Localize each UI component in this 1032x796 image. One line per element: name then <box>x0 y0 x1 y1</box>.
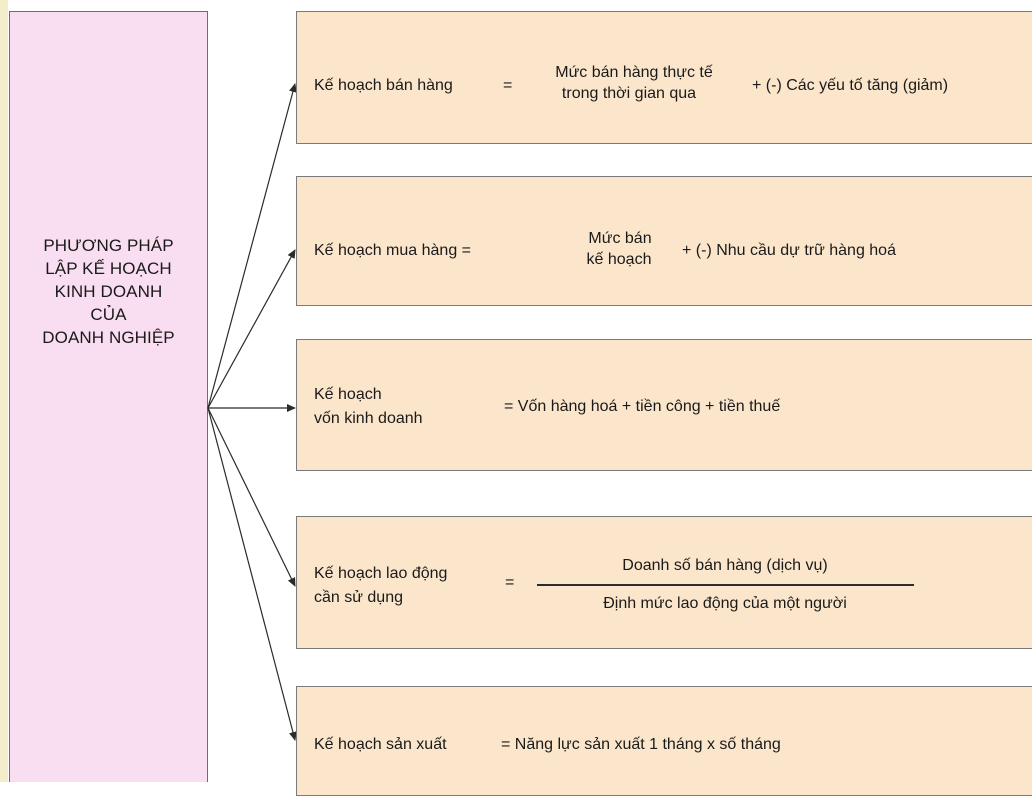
sales-plan-adjustment: + (-) Các yếu tố tăng (giảm) <box>752 77 949 94</box>
arrow-to-purchase-plan <box>208 250 295 408</box>
method-title-line: KINH DOANH <box>54 282 163 301</box>
labor-plan-label-line2: cần sử dụng <box>314 589 403 606</box>
arrow-to-production-plan <box>208 408 295 740</box>
sales-plan-equals: = <box>503 77 513 94</box>
sales-plan-actual-sales-line1: Mức bán hàng thực tế <box>555 64 713 81</box>
capital-plan-formula: = Vốn hàng hoá + tiền công + tiền thuế <box>504 398 781 415</box>
method-title-line: CỦA <box>90 305 127 324</box>
labor-plan-denominator: Định mức lao động của một người <box>603 595 847 612</box>
purchase-plan-label: Kế hoạch mua hàng = <box>314 242 472 259</box>
capital-plan-label-line1: Kế hoạch <box>314 386 382 403</box>
method-title-line: DOANH NGHIỆP <box>42 328 175 347</box>
arrow-to-labor-plan <box>208 408 295 586</box>
purchase-plan-adjustment: + (-) Nhu cầu dự trữ hàng hoá <box>682 242 896 259</box>
labor-plan-label-line1: Kế hoạch lao động <box>314 565 448 582</box>
fraction-bar <box>537 584 914 586</box>
sales-plan-label: Kế hoạch bán hàng <box>314 77 453 94</box>
sales-plan-actual-sales-line2: trong thời gian qua <box>561 85 697 102</box>
labor-plan-equals: = <box>505 574 515 591</box>
method-title-line: PHƯƠNG PHÁP <box>43 236 174 255</box>
labor-plan-numerator: Doanh số bán hàng (dịch vụ) <box>622 557 828 574</box>
purchase-plan-planned-sales-line2: kế hoạch <box>586 251 652 268</box>
method-title-line: LẬP KẾ HOẠCH <box>45 259 172 278</box>
production-plan-formula: = Năng lực sản xuất 1 tháng x số tháng <box>501 736 781 753</box>
arrow-to-sales-plan <box>208 84 295 408</box>
capital-plan-label-line2: vốn kinh doanh <box>314 410 423 427</box>
production-plan-label: Kế hoạch sản xuất <box>314 736 447 753</box>
purchase-plan-planned-sales-line1: Mức bán <box>588 230 652 247</box>
